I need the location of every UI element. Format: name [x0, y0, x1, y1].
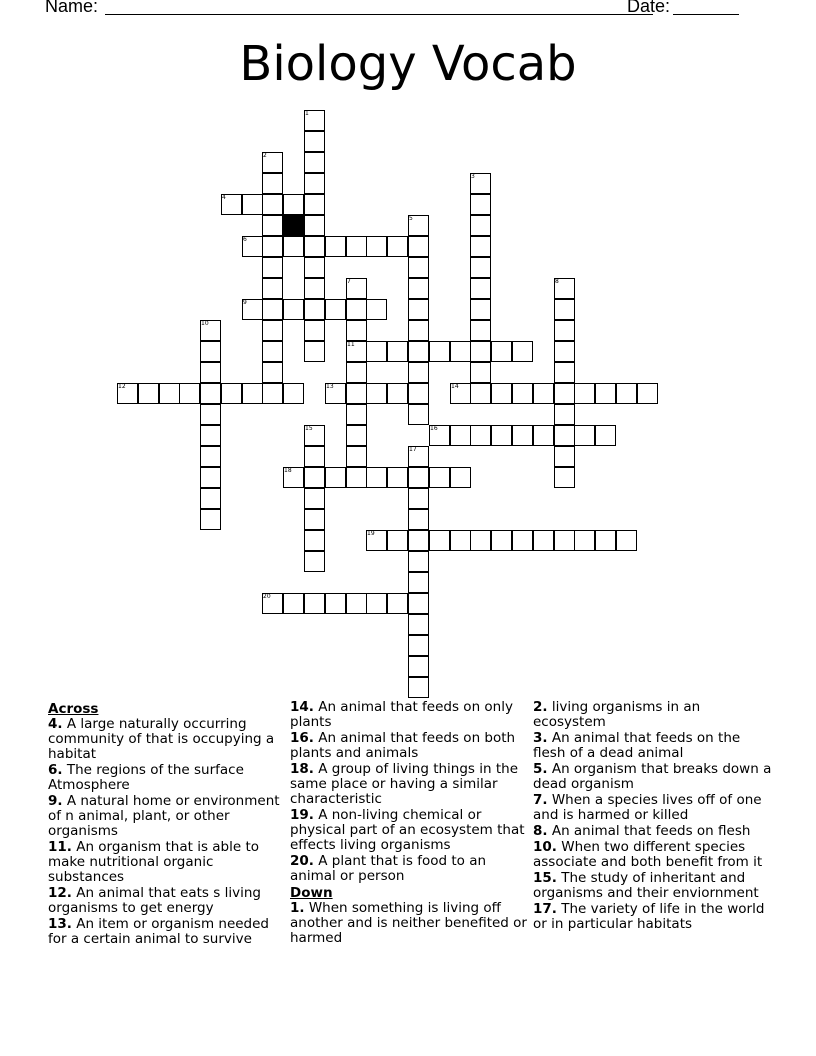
- crossword-cell[interactable]: [283, 236, 304, 257]
- clue-text: An organism that breaks down a dead organism: [533, 761, 772, 792]
- crossword-cell[interactable]: [304, 341, 325, 362]
- cell-number: 5: [409, 215, 413, 222]
- clue-text: The variety of life in the world or in particular habitats: [533, 901, 765, 932]
- cell-number: 2: [263, 152, 267, 159]
- clue-number: 17.: [533, 901, 557, 917]
- crossword-cell[interactable]: [387, 530, 408, 551]
- crossword-cell[interactable]: [429, 341, 450, 362]
- crossword-cell[interactable]: [554, 425, 575, 446]
- crossword-cell[interactable]: [470, 341, 491, 362]
- crossword-cell[interactable]: [200, 383, 221, 404]
- clue-number: 20.: [290, 853, 314, 869]
- crossword-cell[interactable]: [262, 194, 283, 215]
- page-title: Biology Vocab: [239, 36, 577, 92]
- clue-number: 16.: [290, 730, 314, 746]
- crossword-cell[interactable]: [346, 467, 367, 488]
- clue-across-16: [290, 731, 530, 761]
- clue-text: The regions of the surface Atmosphere: [48, 762, 244, 793]
- clue-down-17: [533, 902, 773, 932]
- date-label: Date:: [627, 0, 671, 16]
- clue-number: 7.: [533, 792, 548, 808]
- crossword-cell[interactable]: [554, 530, 575, 551]
- clue-across-14: [290, 700, 530, 730]
- cell-number: 3: [471, 173, 475, 180]
- cell-number: 7: [347, 278, 351, 285]
- crossword-cell[interactable]: [491, 425, 512, 446]
- crossword-cell[interactable]: [304, 236, 325, 257]
- crossword-cell[interactable]: [408, 677, 429, 698]
- crossword-cell[interactable]: [512, 341, 533, 362]
- crossword-cell[interactable]: [470, 530, 491, 551]
- crossword-cell[interactable]: [408, 551, 429, 572]
- clue-down-1: [290, 901, 530, 946]
- clue-across-18: [290, 762, 530, 807]
- clue-across-4: [48, 717, 284, 762]
- cell-number: 4: [222, 194, 226, 201]
- crossword-cell[interactable]: [262, 215, 283, 236]
- crossword-cell[interactable]: [408, 635, 429, 656]
- crossword-cell[interactable]: [616, 383, 637, 404]
- crossword-cell[interactable]: [533, 383, 554, 404]
- crossword-cell[interactable]: [533, 530, 554, 551]
- crossword-cell[interactable]: [304, 152, 325, 173]
- crossword-cell[interactable]: [491, 530, 512, 551]
- clue-number: 10.: [533, 839, 557, 855]
- crossword-cell[interactable]: [450, 530, 471, 551]
- crossword-cell[interactable]: [387, 341, 408, 362]
- crossword-cell[interactable]: [408, 362, 429, 383]
- clue-number: 2.: [533, 699, 548, 715]
- crossword-cell[interactable]: [595, 383, 616, 404]
- clue-across-11: [48, 840, 284, 885]
- clues-column-1: [48, 700, 284, 948]
- clue-text: A large naturally occurring community of that is occupying a habitat: [48, 716, 275, 762]
- crossword-cell[interactable]: [366, 593, 387, 614]
- cell-number: 10: [201, 320, 209, 327]
- crossword-cell[interactable]: [346, 404, 367, 425]
- crossword-cell[interactable]: [346, 383, 367, 404]
- crossword-cell[interactable]: [304, 257, 325, 278]
- crossword-cell[interactable]: [450, 341, 471, 362]
- clue-text: An animal that feeds on flesh: [551, 823, 751, 839]
- crossword-cell[interactable]: [283, 593, 304, 614]
- clue-number: 19.: [290, 807, 314, 823]
- crossword-cell[interactable]: [554, 467, 575, 488]
- cell-number: 14: [451, 383, 459, 390]
- cell-number: 8: [555, 278, 559, 285]
- clue-down-3: [533, 731, 773, 761]
- clue-across-13: [48, 917, 284, 947]
- clue-text: When something is living off another and is neither benefited or harmed: [290, 900, 527, 946]
- clue-text: An organism that is able to make nutritional organic substances: [48, 839, 260, 885]
- down-heading: Down: [290, 885, 333, 901]
- crossword-cell[interactable]: [159, 383, 180, 404]
- clue-down-2: [533, 700, 773, 730]
- crossword-cell[interactable]: [346, 320, 367, 341]
- clue-text: living organisms in an ecosystem: [533, 699, 701, 730]
- clue-across-12: [48, 886, 284, 916]
- crossword-cell[interactable]: [408, 341, 429, 362]
- blocked-cell: [283, 215, 304, 236]
- crossword-cell[interactable]: [408, 236, 429, 257]
- crossword-cell[interactable]: [262, 320, 283, 341]
- clue-text: A group of living things in the same place or having a similar characteristic: [290, 761, 519, 807]
- crossword-cell[interactable]: [304, 131, 325, 152]
- crossword-cell[interactable]: [346, 299, 367, 320]
- clue-down-7: [533, 793, 773, 823]
- crossword-cell[interactable]: [304, 299, 325, 320]
- crossword-cell[interactable]: [262, 362, 283, 383]
- clue-number: 8.: [533, 823, 548, 839]
- crossword-cell[interactable]: [283, 383, 304, 404]
- cell-number: 12: [118, 383, 126, 390]
- crossword-cell[interactable]: [429, 467, 450, 488]
- clue-number: 4.: [48, 716, 63, 732]
- crossword-cell[interactable]: [408, 257, 429, 278]
- crossword-cell[interactable]: [533, 425, 554, 446]
- crossword-cell[interactable]: [408, 614, 429, 635]
- clue-number: 3.: [533, 730, 548, 746]
- crossword-cell[interactable]: [262, 278, 283, 299]
- crossword-cell[interactable]: [470, 299, 491, 320]
- cell-number: 6: [243, 236, 247, 243]
- crossword-cell[interactable]: [304, 530, 325, 551]
- clues-column-2: [290, 700, 530, 947]
- crossword-cell[interactable]: [304, 488, 325, 509]
- crossword-cell[interactable]: [179, 383, 200, 404]
- cell-number: 17: [409, 446, 417, 453]
- crossword-cell[interactable]: [408, 656, 429, 677]
- crossword-cell[interactable]: [408, 530, 429, 551]
- clue-across-9: [48, 794, 284, 839]
- crossword-cell[interactable]: [512, 425, 533, 446]
- clue-number: 14.: [290, 699, 314, 715]
- clue-number: 9.: [48, 793, 63, 809]
- clue-across-6: [48, 763, 284, 793]
- crossword-cell[interactable]: [200, 446, 221, 467]
- crossword-cell[interactable]: [595, 425, 616, 446]
- crossword-cell[interactable]: [262, 173, 283, 194]
- crossword-cell[interactable]: [637, 383, 658, 404]
- crossword-cell[interactable]: [138, 383, 159, 404]
- crossword-cell[interactable]: [262, 257, 283, 278]
- crossword-cell[interactable]: [574, 383, 595, 404]
- crossword-cell[interactable]: [450, 467, 471, 488]
- crossword-cell[interactable]: [262, 236, 283, 257]
- crossword-cell[interactable]: [346, 446, 367, 467]
- crossword-cell[interactable]: [470, 278, 491, 299]
- clue-across-19: [290, 808, 530, 853]
- crossword-cell[interactable]: [200, 425, 221, 446]
- cell-number: 9: [243, 299, 247, 306]
- name-label: Name:: [45, 0, 99, 16]
- crossword-cell[interactable]: [408, 404, 429, 425]
- clue-text: A natural home or environment of n animal, plant, or other organisms: [48, 793, 280, 839]
- cell-number: 13: [326, 383, 334, 390]
- crossword-cell[interactable]: [200, 341, 221, 362]
- crossword-cell[interactable]: [491, 341, 512, 362]
- crossword-cell[interactable]: [200, 467, 221, 488]
- crossword-cell[interactable]: [616, 530, 637, 551]
- crossword-cell[interactable]: [304, 320, 325, 341]
- crossword-cell[interactable]: [554, 446, 575, 467]
- crossword-cell[interactable]: [429, 530, 450, 551]
- crossword-cell[interactable]: [325, 299, 346, 320]
- crossword-cell[interactable]: [346, 362, 367, 383]
- cell-number: 11: [347, 341, 355, 348]
- crossword-cell[interactable]: [304, 446, 325, 467]
- crossword-cell[interactable]: [408, 509, 429, 530]
- crossword-cell[interactable]: [304, 467, 325, 488]
- crossword-cell[interactable]: [325, 593, 346, 614]
- crossword-cell[interactable]: [325, 467, 346, 488]
- crossword-cell[interactable]: [366, 467, 387, 488]
- crossword-cell[interactable]: [304, 194, 325, 215]
- cell-number: 18: [284, 467, 292, 474]
- crossword-cell[interactable]: [200, 404, 221, 425]
- crossword-cell[interactable]: [304, 593, 325, 614]
- clue-number: 5.: [533, 761, 548, 777]
- clue-text: An animal that feeds on the flesh of a dead animal: [533, 730, 741, 761]
- crossword-cell[interactable]: [283, 194, 304, 215]
- clue-down-5: [533, 762, 773, 792]
- crossword-cell[interactable]: [512, 530, 533, 551]
- crossword-cell[interactable]: [221, 383, 242, 404]
- clue-text: A plant that is food to an animal or person: [290, 853, 487, 884]
- clue-text: An item or organism needed for a certain animal to survive: [48, 916, 270, 947]
- crossword-cell[interactable]: [200, 362, 221, 383]
- crossword-cell[interactable]: [366, 341, 387, 362]
- crossword-cell[interactable]: [366, 236, 387, 257]
- crossword-cell[interactable]: [304, 215, 325, 236]
- crossword-cell[interactable]: [554, 341, 575, 362]
- clues-column-3: [533, 700, 773, 933]
- clue-across-20: [290, 854, 530, 884]
- cell-number: 20: [263, 593, 271, 600]
- crossword-cell[interactable]: [346, 593, 367, 614]
- clue-number: 12.: [48, 885, 72, 901]
- crossword-cell[interactable]: [470, 425, 491, 446]
- clue-text: When a species lives off of one and is harmed or killed: [533, 792, 762, 823]
- crossword-cell[interactable]: [408, 383, 429, 404]
- crossword-cell[interactable]: [304, 278, 325, 299]
- crossword-cell[interactable]: [574, 425, 595, 446]
- crossword-cell[interactable]: [304, 551, 325, 572]
- clue-text: An animal that feeds on only plants: [290, 699, 513, 730]
- crossword-cell[interactable]: [595, 530, 616, 551]
- cell-number: 1: [305, 110, 309, 117]
- crossword-cell[interactable]: [470, 362, 491, 383]
- crossword-cell[interactable]: [554, 320, 575, 341]
- crossword-cell[interactable]: [387, 236, 408, 257]
- clue-number: 1.: [290, 900, 305, 916]
- crossword-cell[interactable]: [283, 299, 304, 320]
- crossword-cell[interactable]: [554, 383, 575, 404]
- crossword-cell[interactable]: [408, 572, 429, 593]
- crossword-cell[interactable]: [470, 257, 491, 278]
- crossword-cell[interactable]: [346, 425, 367, 446]
- crossword-cell[interactable]: [366, 299, 387, 320]
- clue-text: An animal that eats s living organisms to get energy: [48, 885, 261, 916]
- clue-text: An animal that feeds on both plants and animals: [290, 730, 516, 761]
- crossword-cell[interactable]: [408, 278, 429, 299]
- crossword-cell[interactable]: [325, 236, 346, 257]
- crossword-cell[interactable]: [304, 173, 325, 194]
- clue-text: The study of inheritant and organisms and their enviornment: [533, 870, 759, 901]
- clue-number: 15.: [533, 870, 557, 886]
- crossword-cell[interactable]: [262, 299, 283, 320]
- clue-text: When two different species associate and both benefit from it: [533, 839, 763, 870]
- crossword-cell[interactable]: [574, 530, 595, 551]
- crossword-cell[interactable]: [408, 299, 429, 320]
- crossword-cell[interactable]: [366, 383, 387, 404]
- crossword-cell[interactable]: [304, 509, 325, 530]
- crossword-cell[interactable]: [470, 236, 491, 257]
- crossword-cell[interactable]: [262, 383, 283, 404]
- clue-number: 18.: [290, 761, 314, 777]
- clue-number: 6.: [48, 762, 63, 778]
- crossword-cell[interactable]: [512, 383, 533, 404]
- across-heading: Across: [48, 701, 99, 717]
- crossword-cell[interactable]: [200, 488, 221, 509]
- crossword-cell[interactable]: [200, 509, 221, 530]
- crossword-cell[interactable]: [242, 194, 263, 215]
- cell-number: 16: [430, 425, 438, 432]
- clue-text: A non-living chemical or physical part of an ecosystem that effects living organisms: [290, 807, 525, 853]
- crossword-cell[interactable]: [242, 383, 263, 404]
- crossword-cell[interactable]: [491, 383, 512, 404]
- clue-down-10: [533, 840, 773, 870]
- crossword-cell[interactable]: [408, 320, 429, 341]
- clue-down-15: [533, 871, 773, 901]
- cell-number: 19: [367, 530, 375, 537]
- crossword-cell[interactable]: [554, 299, 575, 320]
- crossword-cell[interactable]: [387, 593, 408, 614]
- clue-number: 13.: [48, 916, 72, 932]
- crossword-cell[interactable]: [554, 362, 575, 383]
- crossword-cell[interactable]: [262, 341, 283, 362]
- crossword-cell[interactable]: [470, 215, 491, 236]
- crossword-cell[interactable]: [470, 320, 491, 341]
- crossword-cell[interactable]: [387, 467, 408, 488]
- clue-number: 11.: [48, 839, 72, 855]
- crossword-cell[interactable]: [408, 488, 429, 509]
- crossword-cell[interactable]: [408, 593, 429, 614]
- cell-number: 15: [305, 425, 313, 432]
- crossword-cell[interactable]: [387, 383, 408, 404]
- crossword-cell[interactable]: [470, 383, 491, 404]
- crossword-cell[interactable]: [470, 194, 491, 215]
- crossword-cell[interactable]: [450, 425, 471, 446]
- crossword-cell[interactable]: [346, 236, 367, 257]
- crossword-cell[interactable]: [554, 404, 575, 425]
- clue-down-8: [533, 824, 773, 839]
- crossword-cell[interactable]: [408, 467, 429, 488]
